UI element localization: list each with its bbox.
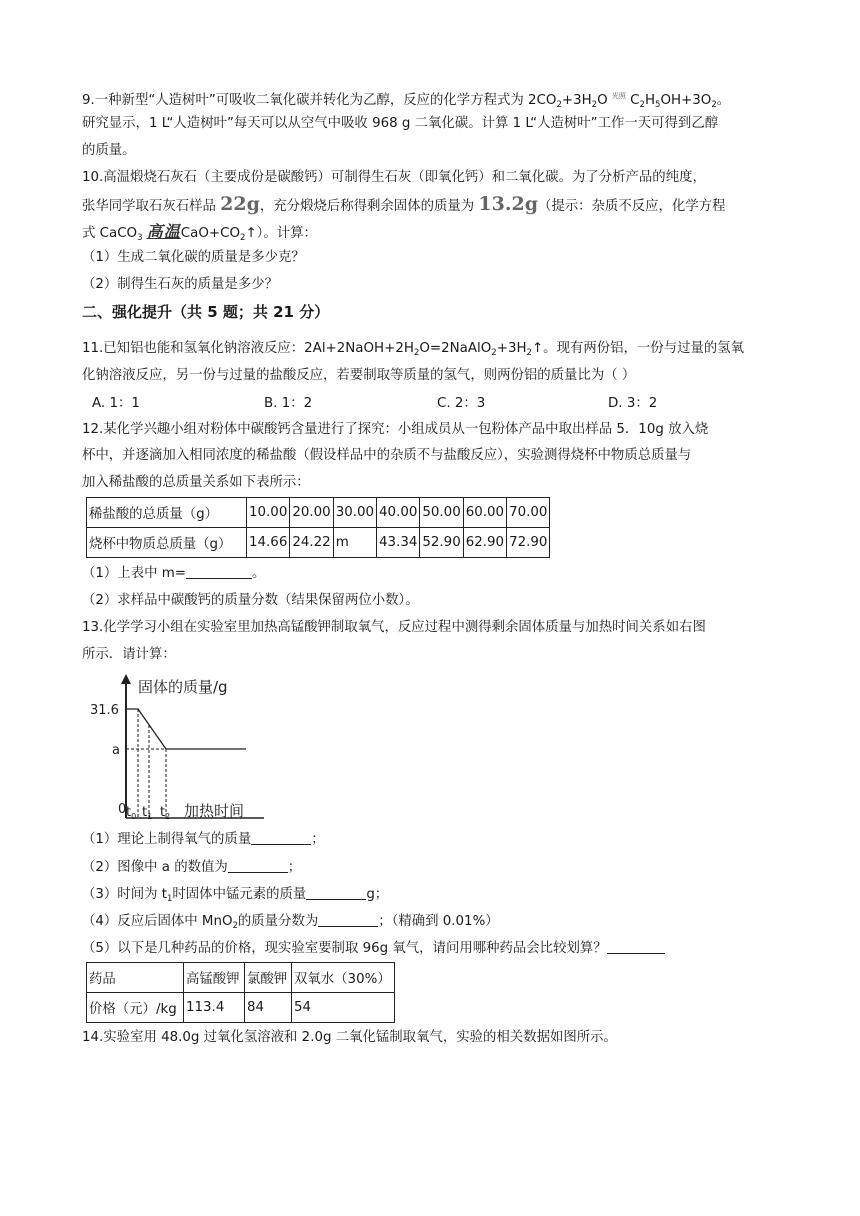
table-row: [87, 528, 550, 558]
table-cell: 10.00: [247, 498, 290, 528]
q13-sub3: （3）时间为 $t_1$时固体中锰元素的质量 g；: [82, 887, 389, 904]
q11-line1: 11.已知铝也能和氢氧化钠溶液反应：$2Al+2NaOH+2H_2O=2NaAlO_2+3H_2↑$。现有两份铝，一份与过量的氢氧: [82, 341, 745, 358]
x-tick-t1: $t_1$: [142, 805, 153, 821]
answer-blank[interactable]: [318, 912, 378, 927]
reaction-condition-high-temp: 高温: [146, 222, 181, 241]
q12-sub1: （1）上表中 m= 。: [82, 566, 266, 581]
q11-option-d[interactable]: D. 3：2: [608, 396, 658, 411]
x-tick-t0: $t_0$: [126, 805, 137, 821]
table-cell: 24.22: [290, 528, 333, 558]
answer-blank[interactable]: [306, 885, 366, 900]
table-cell: 30.00: [333, 498, 376, 528]
q10-line2: 张华同学取石灰石样品 22g，充分煅烧后称得剩余固体的质量为 13.2g（提示：杂质不反应，化学方程: [82, 193, 726, 215]
q11-option-a[interactable]: A. 1：1: [92, 396, 140, 411]
table-cell: 72.90: [507, 528, 550, 558]
answer-blank[interactable]: [251, 830, 311, 845]
q11-line2: 化钠溶液反应，另一份与过量的盐酸反应，若要制取等质量的氢气，则两份铝的质量比为（ ）: [82, 368, 636, 383]
y-tick-a: a: [112, 743, 120, 758]
y-tick-top: 31.6: [90, 703, 119, 718]
remaining-mass: 13.2g: [478, 193, 538, 215]
table-cell: 43.34: [377, 528, 420, 558]
q13-line1: 13.化学学习小组在实验室里加热高锰酸钾制取氧气，反应过程中测得剩余固体质量与加热时间关系如右图: [82, 620, 706, 635]
q13-sub4: （4）反应后固体中 MnO$_2$的质量分数为 ；（精确到 0.01%）: [82, 914, 499, 931]
answer-blank[interactable]: [607, 939, 665, 954]
q11-option-c[interactable]: C. 2：3: [437, 396, 486, 411]
table-cell: 稀盐酸的总质量（g）: [87, 498, 247, 528]
section-heading: 二、强化提升（共 5 题；共 21 分）: [82, 303, 330, 321]
table-cell: m: [333, 528, 376, 558]
q9-line2: 研究显示，1 L“人造树叶”每天可以从空气中吸收 968 g 二氧化碳。计算 1 L“人造树叶”工作一天可得到乙醇: [82, 116, 719, 131]
x-axis-label: 加热时间: [184, 802, 245, 820]
table-cell: 烧杯中物质总质量（g）: [87, 528, 247, 558]
table-cell: 双氧水（30%）: [292, 963, 395, 993]
q12-sub2: （2）求样品中碳酸钙的质量分数（结果保留两位小数）。: [82, 593, 419, 608]
table-row: [87, 963, 395, 993]
hcl-mass-table: [86, 497, 550, 558]
q12-line2: 杯中，并逐滴加入相同浓度的稀盐酸（假设样品中的杂质不与盐酸反应），实验测得烧杯中物质总质量与: [82, 448, 692, 463]
table-row: [87, 993, 395, 1023]
q12-line3: 加入稀盐酸的总质量关系如下表所示：: [82, 475, 310, 490]
table-cell: 药品: [87, 963, 184, 993]
table-cell: 60.00: [463, 498, 506, 528]
table-cell: 62.90: [463, 528, 506, 558]
y-axis-arrow-icon: [121, 674, 131, 684]
table-cell: 14.66: [247, 528, 290, 558]
table-cell: 40.00: [377, 498, 420, 528]
table-row: [87, 498, 550, 528]
table-cell: 20.00: [290, 498, 333, 528]
q9-line1: 9.一种新型“人造树叶”可吸收二氧化碳并转化为乙醇，反应的化学方程式为 $2CO_2+3H_2O$ $^{光照}$ $C_2H_5OH+3O_2$。: [82, 92, 731, 110]
origin-label: 0: [118, 802, 127, 817]
q11-option-b[interactable]: B. 1：2: [264, 396, 313, 411]
q14-line1: 14.实验室用 48.0g 过氧化氢溶液和 2.0g 二氧化锰制取氧气，实验的相关数据如图所示。: [82, 1030, 617, 1045]
mass-time-graph: [86, 672, 270, 828]
table-cell: 84: [245, 993, 292, 1023]
q13-line2: 所示．请计算：: [82, 647, 176, 662]
table-cell: 价格（元）/kg: [87, 993, 184, 1023]
table-cell: 氯酸钾: [245, 963, 292, 993]
q9-line3: 的质量。: [82, 143, 136, 158]
q12-line1: 12.某化学兴趣小组对粉体中碳酸钙含量进行了探究：小组成员从一包粉体产品中取出样品 5．10g 放入烧: [82, 422, 709, 437]
answer-blank[interactable]: [228, 858, 288, 873]
table-cell: 52.90: [420, 528, 463, 558]
reaction-condition: 光照: [611, 92, 626, 100]
x-tick-t2: $t_2$: [160, 805, 171, 821]
q13-sub2: （2）图像中 a 的数值为 ；: [82, 860, 302, 875]
mass-curve: [126, 709, 246, 749]
answer-blank[interactable]: [186, 564, 252, 579]
q13-sub5: （5）以下是几种药品的价格，现实验室要制取 96g 氧气，请问用哪种药品会比较划算？: [82, 939, 665, 959]
table-cell: 113.4: [184, 993, 245, 1023]
q10-line3: 式 CaCO$_3$ 高温$CaO+CO_2↑$）。计算：: [82, 222, 317, 243]
table-cell: 70.00: [507, 498, 550, 528]
q10-sub2: （2）制得生石灰的质量是多少？: [82, 277, 278, 292]
table-cell: 50.00: [420, 498, 463, 528]
price-table: [86, 962, 395, 1023]
y-axis-label: 固体的质量/g: [138, 678, 228, 696]
sample-mass: 22g: [220, 193, 260, 215]
table-cell: 54: [292, 993, 395, 1023]
q10-sub1: （1）生成二氧化碳的质量是多少克？: [82, 250, 305, 265]
q13-sub1: （1）理论上制得氧气的质量 ；: [82, 832, 325, 847]
q10-line1: 10.高温煅烧石灰石（主要成份是碳酸钙）可制得生石灰（即氧化钙）和二氧化碳。为了分析产品的纯度，: [82, 170, 706, 185]
table-cell: 高锰酸钾: [184, 963, 245, 993]
